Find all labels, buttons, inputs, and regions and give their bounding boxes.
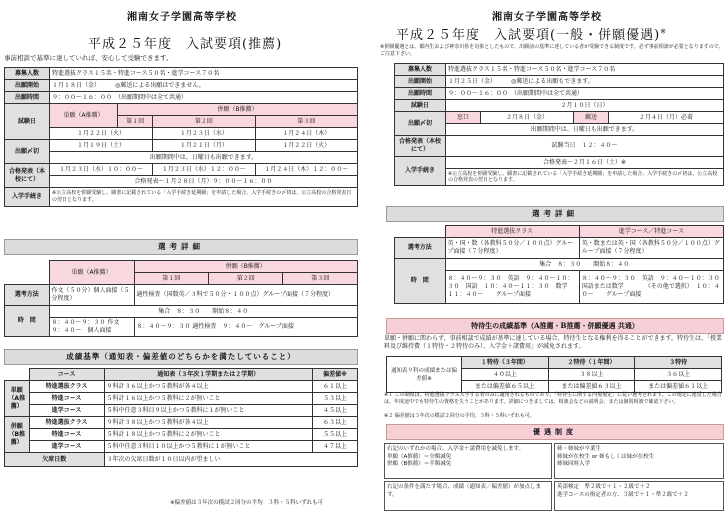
hours-label: 出願時間	[5, 92, 50, 104]
details-title-right: 選考詳細	[386, 206, 724, 222]
main-table-right	[394, 63, 724, 186]
r-time-label: 時 間	[395, 259, 446, 304]
r-deadline-label: 出願〆切	[395, 112, 446, 136]
r-details-spacer	[395, 226, 446, 238]
absence-label: 欠席日数	[5, 453, 105, 467]
details-tandoku-label: 単願（A推薦）	[49, 261, 134, 285]
r-method-a: 英・国・数（各教科５０分／１００点）グループ面接（７分程度）	[445, 238, 579, 259]
yuugu-box3	[384, 481, 552, 511]
details-table-left	[4, 260, 358, 337]
criteria-b-cond: ９科計３８以上かつ５教科が各４以上	[104, 417, 313, 429]
right-page	[366, 0, 728, 515]
result-b2: １月２４日（木）１２：００～	[255, 164, 357, 176]
time-label: 時 間	[5, 306, 50, 337]
r-recruit-value: 特進選抜クラス１５名・特進コース５０名・進学コース７０名	[446, 64, 724, 76]
criteria-a-cond: ９科計３６以上かつ５教科が各４以上	[104, 381, 313, 393]
apply-start-value	[50, 80, 358, 92]
yuugu-box3-a: 右記の条件を満たす場合、成績（通知表／偏差値）が加点します。	[387, 484, 542, 498]
criteria-spacer	[5, 369, 30, 381]
tsuchi-label: 通知表（３年次１学期または２学期）	[104, 369, 313, 381]
yuugu-title: 優遇制度	[386, 424, 724, 440]
criteria-b-course: 進学コース	[29, 441, 104, 453]
details-table-right	[394, 225, 724, 304]
method-label: 選考方法	[5, 285, 50, 306]
hours-value: ９：００～１６：００ （出願期間中は全て共通）	[50, 92, 358, 104]
procedure-note: ※公立高校を併願受験し、願書に記載されている「入学手続き延期願」を申請した場合、入学手続きの〆切は、公立高校の合格発表日の翌日となります。	[50, 188, 358, 207]
yuugu-box1-a: 右記のいずれかの場合、入学金＋諸費用を減免します。	[387, 446, 525, 452]
criteria-a-course: 特進コース	[29, 393, 104, 405]
main-table-left	[4, 67, 358, 207]
r-method-label: 選考方法	[395, 238, 446, 259]
deadline-note: 出願期間中は、日曜日も出願できます。	[50, 152, 358, 164]
apply-start-note: ◎郵送による出願はできません。	[115, 81, 205, 89]
r-apply-start-note: ◎郵送による出願もできます。	[511, 77, 594, 85]
result-label: 合格発表（本校にて）	[5, 164, 50, 188]
r-method-b: 英・数または英・国（各教科５０分／１００点）グループ面接（７分程度）	[579, 238, 723, 259]
r-tokushin-label: 特進選抜クラス	[445, 226, 579, 238]
time-b: ８：４０～９：３０ 適性検査 ９：４０～ グループ面接	[134, 318, 358, 337]
yuugu-box2-c: 姉妹同時入学	[557, 461, 591, 467]
gather: 集合 ８：３０ 開始８：４０	[49, 306, 358, 318]
deadline-b1: １月２１日（月）	[153, 140, 255, 152]
round2: 第２回	[153, 116, 255, 128]
criteria-b-cond: ５科中任意３科目１０以上かつ５教科に１が無いこと	[104, 441, 313, 453]
r-exam-value: ２月１０日（日）	[446, 100, 724, 112]
procedure-label: 入学手続き	[5, 188, 50, 207]
tandoku-label: 単願（A推薦）	[50, 104, 118, 128]
result-note: 合格発表～１月２８日（月）９：００～１６：００	[50, 176, 358, 188]
course-label: コース	[29, 369, 104, 381]
details-round2: 第２回	[208, 273, 282, 285]
r-apply-start-value	[446, 76, 724, 88]
exam-label: 試験日	[5, 104, 50, 140]
tokutai-intro: 単願・併願に関わらず、事前相談で成績が基準に達している場合、特待生となる権利を得ることができます。特待生は、「授業料及び維持費（１特待・２特待のみ）、入学金＋諸費用」が減免されます。	[384, 335, 723, 350]
r-window-date: ２月８日（金）	[481, 112, 574, 124]
recruit-value: 特進選抜クラス１５名・特進コース５０名・進学コース７０名	[50, 68, 358, 80]
result-b1: １月２３日（水）１２：００～	[153, 164, 255, 176]
page-title-left: 平成２５年度 入試要項(推薦)	[88, 37, 283, 52]
criteria-a-hensa: ５３以上	[313, 393, 358, 405]
criteria-heigan-label: 併願（B推薦）	[5, 417, 30, 453]
r-hours-value: ９：００～１６：００ （出願期間中は全て共通）	[446, 88, 724, 100]
yuugu-box4-b: 進学コースの指定者の方、３級で＋１・準２級で＋２	[557, 491, 689, 498]
page-title-right-sup: ※	[660, 27, 668, 36]
heigan-label: 併願（B推薦）	[118, 104, 358, 116]
deadline-b2: １月２２日（火）	[255, 140, 357, 152]
r-apply-start-date: １月２５日（金）	[448, 77, 494, 85]
yuugu-box2-b: 姉妹が在校生 or 姉もしくは妹が在校生	[557, 453, 655, 460]
r-time-b: ８：４０～９：３０ 英語 ９：４０～１０：３０ 国語または数学 （その他で選択） １０：４０～ グループ面接	[579, 271, 723, 304]
r-shingaku-label: 進学コース／特進コース	[579, 226, 723, 238]
yuugu-box2	[554, 443, 724, 479]
details-spacer-2	[5, 273, 50, 285]
details-heigan-label: 併願（B推薦）	[134, 261, 358, 273]
tokutai-note2: ※２ 偏差値は３年次の模試２回分の平均、３科・５科いずれも可。	[384, 413, 535, 419]
tokutai-b1: または偏差値６５以上	[462, 381, 549, 393]
yuugu-box2-a: 姉・姉妹が卒業生	[557, 446, 602, 452]
criteria-b-course: 特進選抜クラス	[29, 417, 104, 429]
result-a: １月２３日（水）１０：００～	[50, 164, 153, 176]
criteria-b-hensa: ４７以上	[313, 441, 358, 453]
r-apply-start-label: 出願開始	[395, 76, 446, 88]
r-window-label: 窓口	[446, 112, 481, 124]
criteria-a-cond: ５科計１６以上かつ５教科に２が無いこと	[104, 393, 313, 405]
r-hours-label: 出願時間	[395, 88, 446, 100]
criteria-table	[4, 368, 358, 467]
criteria-title: 成績基準（通知表・偏差値のどちらかを満たしていること）	[4, 349, 358, 365]
deadline-a: １月１９日（土）	[50, 140, 153, 152]
criteria-a-course: 進学コース	[29, 405, 104, 417]
deadline-label: 出願〆切	[5, 140, 50, 164]
exam-b1: １月２３日（水）	[153, 128, 255, 140]
criteria-footnote: ※偏差値は３年次の模試２回分の平均 ３科・５科いずれも可	[170, 500, 324, 506]
criteria-a-course: 特進選抜クラス	[29, 381, 104, 393]
tokutai-b2: または偏差値６３以上	[548, 381, 635, 393]
exam-b2: １月２４日（木）	[255, 128, 357, 140]
r-exam-label: 試験日	[395, 100, 446, 112]
yuugu-box4-a: 英語検定 準２級で＋１・２級で＋２	[557, 484, 651, 490]
r-procedure-label: 入学手続き	[395, 157, 446, 186]
tokutai-a2: ３８以上	[548, 369, 635, 381]
r-mail-label: 郵送	[573, 112, 608, 124]
tokutai-a3: ３６以上	[635, 369, 722, 381]
tokutai-table	[386, 356, 722, 393]
r-result-label: 合格発表（本校にて）	[395, 136, 446, 157]
yuugu-box1	[384, 443, 552, 479]
details-spacer	[5, 261, 50, 273]
details-round3: 第３回	[283, 273, 358, 285]
r-time-a: ８：４０～９：３０ 英語 ９：４０～１０：３０ 国語 １０：４０～１１：３０ 数学 １１：４０～ グループ面接	[445, 271, 579, 304]
intro-left: 事前相談で基準に達していれば、安心して受験できます。	[4, 54, 173, 62]
page-title-right-text: 平成２５年度 入試要項(一般・併願優遇)	[396, 28, 661, 43]
round3: 第３回	[255, 116, 357, 128]
r-deadline-note: 出願期間中は、日曜日も出願できます。	[446, 124, 724, 136]
details-round1: 第１回	[134, 273, 208, 285]
criteria-a-hensa: ６１以上	[313, 381, 358, 393]
hensa-label: 偏差値※	[313, 369, 358, 381]
r-gather: 集合 ８：３０ 開始８：４０	[445, 259, 724, 271]
apply-start-label: 出願開始	[5, 80, 50, 92]
yuugu-box1-b: 単願（A推薦）＝全額減免	[387, 453, 452, 460]
round1: 第１回	[118, 116, 153, 128]
page-title-right	[396, 24, 667, 43]
school-name-right: 湘南女子学園高等学校	[492, 12, 602, 23]
criteria-a-cond: ５科中任意３科目９以上かつ５教科に１が無いこと	[104, 405, 313, 417]
apply-start-date: １月１８日（金）	[52, 81, 98, 89]
tokutai-title: 特待生の成績基準（A推薦・B推薦・併願優遇 共通）	[386, 318, 724, 334]
method-a: 作文（５０分）個人面接（５分程度）	[49, 285, 134, 306]
r-recruit-label: 募集人数	[395, 64, 446, 76]
absence-value: ３年次の欠席日数が１０日以内が望ましい	[104, 453, 358, 467]
tokutai-b3: または偏差値６１以上	[635, 381, 722, 393]
r-mail-date: ２月４日（月）必着	[608, 112, 723, 124]
yuugu-box1-c: 併願（B推薦）＝半額減免	[387, 461, 452, 467]
tokutai-col0: 通知表９科の成績または偏差値※	[387, 357, 462, 393]
method-b: 適性検査（国数英／３科で５０分・１００点）グループ面接（７分程度）	[134, 285, 358, 306]
time-a: ８：４０～９：３０ 作文 ９：４０～ 個人面接	[49, 318, 134, 337]
school-name-left: 湘南女子学園高等学校	[127, 12, 237, 23]
r-result-value: 試験当日 １２：４０～	[446, 136, 724, 157]
tokutai-col3: ３特待	[635, 357, 722, 369]
criteria-b-cond: ５科計１８以上かつ５教科に２が無いこと	[104, 429, 313, 441]
tokutai-note1: ※１ この制度は、特進選抜クラス入学する者のみに適用されるものであり、「特待生に関する内規規定」に従い選考されます。この規定に違反した場合は、年度途中でも特待生の資格を失うことがあります。詳細につきましては、相談会などの説明会、または個別相談で確認下さい。	[384, 392, 722, 405]
recruit-label: 募集人数	[5, 68, 50, 80]
exam-a: １月２２日（火）	[50, 128, 153, 140]
details-title-left: 選考詳細	[4, 239, 358, 255]
criteria-a-hensa: ４５以上	[313, 405, 358, 417]
criteria-b-hensa: ６３以上	[313, 417, 358, 429]
criteria-b-hensa: ５５以上	[313, 429, 358, 441]
yuugu-box4	[554, 481, 724, 511]
criteria-b-course: 特進コース	[29, 429, 104, 441]
intro-right: ※併願優遇とは、都内生および神奈川県を対象としたもので、出願前の基準に達している者が受験できる制度です。必ず事前相談が必要となりますので、ご注意下さい。	[380, 44, 724, 57]
tokutai-col2: ２特待（１年間）	[548, 357, 635, 369]
r-procedure-note: ※公立高校を併願受験し、願書に記載されている「入学手続き延期願」を申請した場合、入学手続きの〆切は、公立高校の合格発表の翌日となります。	[446, 169, 724, 186]
tokutai-col1: １特待（３年間）	[462, 357, 549, 369]
tokutai-a1: ４０以上	[462, 369, 549, 381]
r-procedure-date: 合格発表～２月１６日（土）※	[446, 157, 724, 169]
criteria-tandoku-label: 単願（A推薦）	[5, 381, 30, 417]
